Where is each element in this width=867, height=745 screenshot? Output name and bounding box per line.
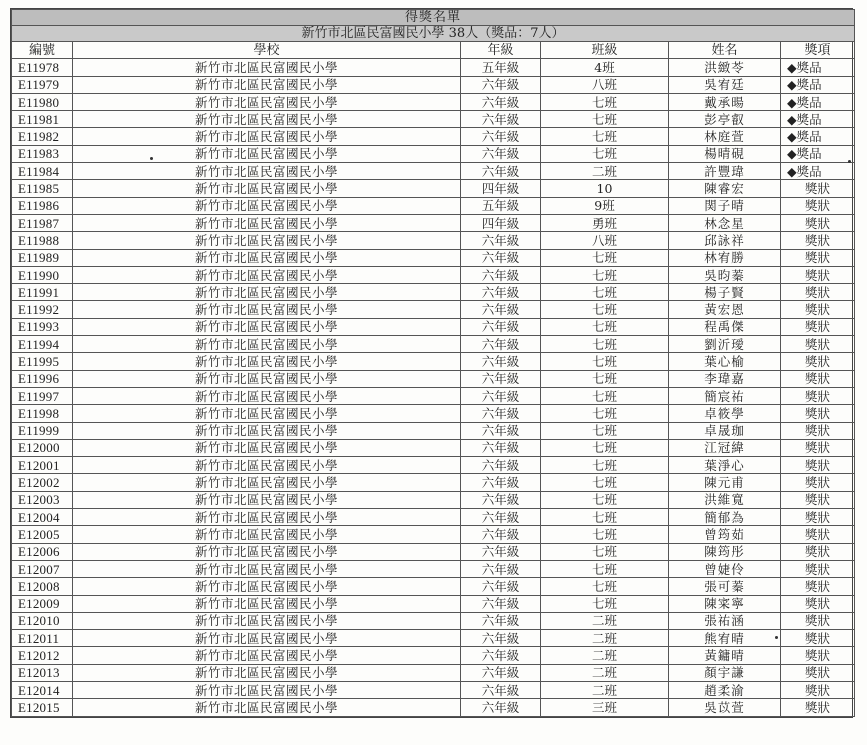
- table-row: [12, 474, 855, 491]
- cell-name: 簡郁為: [669, 509, 781, 526]
- cell-class: 七班: [541, 474, 669, 491]
- cell-id: E12000: [12, 439, 73, 456]
- cell-grade: 六年級: [461, 284, 541, 301]
- cell-prize: ◆獎品: [781, 93, 855, 110]
- cell-grade: 六年級: [461, 595, 541, 612]
- table-row: [12, 370, 855, 387]
- cell-prize: 獎狀: [781, 543, 855, 560]
- cell-prize: 獎狀: [781, 336, 855, 353]
- table-body: [12, 59, 855, 716]
- cell-class: 9班: [541, 197, 669, 214]
- cell-prize: 獎狀: [781, 353, 855, 370]
- cell-id: E12006: [12, 543, 73, 560]
- cell-prize: 獎狀: [781, 387, 855, 404]
- cell-school: 新竹市北區民富國民小學: [73, 145, 461, 162]
- cell-prize: 獎狀: [781, 249, 855, 266]
- cell-school: 新竹市北區民富國民小學: [73, 249, 461, 266]
- table-row: [12, 93, 855, 110]
- cell-class: 七班: [541, 249, 669, 266]
- column-header-prize: 獎項: [781, 42, 855, 59]
- cell-name: 関子晴: [669, 197, 781, 214]
- cell-id: E11986: [12, 197, 73, 214]
- cell-prize: ◆獎品: [781, 76, 855, 93]
- cell-id: E12009: [12, 595, 73, 612]
- cell-prize: 獎狀: [781, 232, 855, 249]
- cell-class: 勇班: [541, 214, 669, 231]
- table-row: [12, 249, 855, 266]
- scan-speck: [150, 157, 153, 160]
- cell-grade: 五年級: [461, 197, 541, 214]
- cell-school: 新竹市北區民富國民小學: [73, 560, 461, 577]
- cell-name: 曾筠茹: [669, 526, 781, 543]
- cell-class: 三班: [541, 699, 669, 716]
- cell-prize: 獎狀: [781, 370, 855, 387]
- cell-prize: 獎狀: [781, 630, 855, 647]
- cell-name: 洪維寬: [669, 491, 781, 508]
- table-row: [12, 595, 855, 612]
- subtitle-row: [12, 26, 855, 42]
- cell-id: E11994: [12, 336, 73, 353]
- cell-prize: 獎狀: [781, 699, 855, 716]
- cell-class: 八班: [541, 76, 669, 93]
- cell-class: 七班: [541, 578, 669, 595]
- cell-id: E11987: [12, 214, 73, 231]
- cell-id: E11985: [12, 180, 73, 197]
- table-row: [12, 284, 855, 301]
- cell-id: E11980: [12, 93, 73, 110]
- cell-grade: 六年級: [461, 405, 541, 422]
- table-row: [12, 439, 855, 456]
- table-row: [12, 111, 855, 128]
- cell-class: 七班: [541, 93, 669, 110]
- cell-name: 顏宇謙: [669, 664, 781, 681]
- table-row: [12, 647, 855, 664]
- cell-id: E11988: [12, 232, 73, 249]
- table-row: [12, 543, 855, 560]
- table-subtitle: 新竹市北區民富國民小學 38人（獎品：7人）: [12, 26, 855, 42]
- table-row: [12, 163, 855, 180]
- cell-class: 七班: [541, 491, 669, 508]
- cell-id: E11993: [12, 318, 73, 335]
- cell-school: 新竹市北區民富國民小學: [73, 681, 461, 698]
- cell-grade: 六年級: [461, 76, 541, 93]
- column-header-school: 學校: [73, 42, 461, 59]
- cell-name: 吳昀蓁: [669, 266, 781, 283]
- cell-school: 新竹市北區民富國民小學: [73, 439, 461, 456]
- cell-grade: 六年級: [461, 301, 541, 318]
- cell-class: 七班: [541, 387, 669, 404]
- award-table: [11, 9, 855, 717]
- cell-name: 楊晴硯: [669, 145, 781, 162]
- cell-class: 七班: [541, 145, 669, 162]
- cell-id: E12005: [12, 526, 73, 543]
- cell-prize: 獎狀: [781, 560, 855, 577]
- cell-grade: 六年級: [461, 699, 541, 716]
- cell-grade: 六年級: [461, 560, 541, 577]
- cell-id: E11989: [12, 249, 73, 266]
- table-row: [12, 405, 855, 422]
- cell-class: 七班: [541, 284, 669, 301]
- cell-id: E11991: [12, 284, 73, 301]
- cell-class: 七班: [541, 509, 669, 526]
- cell-id: E11990: [12, 266, 73, 283]
- table-row: [12, 681, 855, 698]
- cell-class: 七班: [541, 560, 669, 577]
- cell-school: 新竹市北區民富國民小學: [73, 59, 461, 76]
- table-row: [12, 509, 855, 526]
- table-row: [12, 422, 855, 439]
- title-row: [12, 10, 855, 26]
- cell-school: 新竹市北區民富國民小學: [73, 474, 461, 491]
- cell-school: 新竹市北區民富國民小學: [73, 284, 461, 301]
- column-header-name: 姓名: [669, 42, 781, 59]
- cell-prize: 獎狀: [781, 491, 855, 508]
- table-row: [12, 526, 855, 543]
- cell-name: 陳寀寧: [669, 595, 781, 612]
- scan-speck: [775, 636, 778, 639]
- cell-class: 二班: [541, 630, 669, 647]
- cell-school: 新竹市北區民富國民小學: [73, 509, 461, 526]
- cell-prize: 獎狀: [781, 301, 855, 318]
- cell-name: 林念星: [669, 214, 781, 231]
- cell-school: 新竹市北區民富國民小學: [73, 405, 461, 422]
- cell-name: 曾婕伶: [669, 560, 781, 577]
- cell-grade: 六年級: [461, 630, 541, 647]
- cell-prize: ◆獎品: [781, 111, 855, 128]
- cell-name: 熊宥晴: [669, 630, 781, 647]
- cell-id: E12008: [12, 578, 73, 595]
- cell-name: 趙柔渝: [669, 681, 781, 698]
- cell-prize: 獎狀: [781, 284, 855, 301]
- cell-grade: 六年級: [461, 111, 541, 128]
- cell-name: 楊子賢: [669, 284, 781, 301]
- cell-class: 七班: [541, 301, 669, 318]
- cell-name: 吳苡萱: [669, 699, 781, 716]
- cell-prize: 獎狀: [781, 318, 855, 335]
- cell-class: 七班: [541, 111, 669, 128]
- table-row: [12, 612, 855, 629]
- cell-school: 新竹市北區民富國民小學: [73, 370, 461, 387]
- cell-prize: 獎狀: [781, 197, 855, 214]
- cell-grade: 六年級: [461, 336, 541, 353]
- cell-grade: 六年級: [461, 647, 541, 664]
- table-row: [12, 301, 855, 318]
- cell-name: 黃鏞晴: [669, 647, 781, 664]
- cell-class: 二班: [541, 647, 669, 664]
- cell-id: E11984: [12, 163, 73, 180]
- cell-school: 新竹市北區民富國民小學: [73, 526, 461, 543]
- header-row: [12, 42, 855, 59]
- cell-school: 新竹市北區民富國民小學: [73, 699, 461, 716]
- cell-school: 新竹市北區民富國民小學: [73, 318, 461, 335]
- cell-name: 簡宸祐: [669, 387, 781, 404]
- cell-name: 葉淨心: [669, 457, 781, 474]
- table-title: 得獎名單: [12, 10, 855, 26]
- cell-name: 邱詠祥: [669, 232, 781, 249]
- cell-school: 新竹市北區民富國民小學: [73, 301, 461, 318]
- cell-class: 七班: [541, 457, 669, 474]
- cell-prize: 獎狀: [781, 612, 855, 629]
- cell-school: 新竹市北區民富國民小學: [73, 578, 461, 595]
- award-list-sheet: [10, 8, 853, 718]
- cell-name: 程禹傑: [669, 318, 781, 335]
- cell-prize: 獎狀: [781, 214, 855, 231]
- cell-grade: 六年級: [461, 543, 541, 560]
- cell-grade: 六年級: [461, 318, 541, 335]
- cell-grade: 四年級: [461, 180, 541, 197]
- cell-class: 七班: [541, 370, 669, 387]
- cell-name: 陳睿宏: [669, 180, 781, 197]
- cell-name: 林庭萱: [669, 128, 781, 145]
- table-row: [12, 59, 855, 76]
- table-row: [12, 491, 855, 508]
- cell-name: 卓晟珈: [669, 422, 781, 439]
- cell-id: E12003: [12, 491, 73, 508]
- table-row: [12, 578, 855, 595]
- cell-school: 新竹市北區民富國民小學: [73, 491, 461, 508]
- cell-name: 張祐涵: [669, 612, 781, 629]
- table-row: [12, 145, 855, 162]
- cell-grade: 五年級: [461, 59, 541, 76]
- cell-grade: 六年級: [461, 457, 541, 474]
- table-row: [12, 180, 855, 197]
- table-row: [12, 353, 855, 370]
- cell-class: 七班: [541, 266, 669, 283]
- table-row: [12, 76, 855, 93]
- cell-class: 4班: [541, 59, 669, 76]
- table-row: [12, 266, 855, 283]
- cell-prize: 獎狀: [781, 681, 855, 698]
- table-row: [12, 214, 855, 231]
- cell-prize: ◆獎品: [781, 128, 855, 145]
- cell-id: E11995: [12, 353, 73, 370]
- table-row: [12, 664, 855, 681]
- cell-school: 新竹市北區民富國民小學: [73, 76, 461, 93]
- cell-school: 新竹市北區民富國民小學: [73, 543, 461, 560]
- scan-speck: [848, 160, 851, 163]
- table-row: [12, 560, 855, 577]
- cell-name: 吳宥廷: [669, 76, 781, 93]
- cell-id: E11998: [12, 405, 73, 422]
- cell-id: E11999: [12, 422, 73, 439]
- cell-id: E12010: [12, 612, 73, 629]
- cell-prize: 獎狀: [781, 526, 855, 543]
- column-header-class: 班級: [541, 42, 669, 59]
- cell-grade: 六年級: [461, 145, 541, 162]
- cell-school: 新竹市北區民富國民小學: [73, 387, 461, 404]
- cell-class: 七班: [541, 353, 669, 370]
- cell-school: 新竹市北區民富國民小學: [73, 214, 461, 231]
- cell-prize: 獎狀: [781, 422, 855, 439]
- cell-name: 陳元甫: [669, 474, 781, 491]
- cell-id: E12014: [12, 681, 73, 698]
- cell-prize: 獎狀: [781, 180, 855, 197]
- table-row: [12, 336, 855, 353]
- table-row: [12, 699, 855, 716]
- column-header-grade: 年級: [461, 42, 541, 59]
- cell-school: 新竹市北區民富國民小學: [73, 93, 461, 110]
- cell-class: 七班: [541, 405, 669, 422]
- cell-class: 二班: [541, 163, 669, 180]
- cell-prize: 獎狀: [781, 578, 855, 595]
- cell-grade: 六年級: [461, 681, 541, 698]
- cell-school: 新竹市北區民富國民小學: [73, 266, 461, 283]
- cell-prize: 獎狀: [781, 405, 855, 422]
- table-row: [12, 197, 855, 214]
- cell-prize: 獎狀: [781, 509, 855, 526]
- cell-name: 黃宏恩: [669, 301, 781, 318]
- cell-name: 洪緻苓: [669, 59, 781, 76]
- cell-grade: 六年級: [461, 93, 541, 110]
- cell-grade: 六年級: [461, 353, 541, 370]
- cell-name: 卓筱學: [669, 405, 781, 422]
- cell-prize: 獎狀: [781, 439, 855, 456]
- cell-grade: 六年級: [461, 249, 541, 266]
- cell-name: 戴承暘: [669, 93, 781, 110]
- cell-class: 七班: [541, 595, 669, 612]
- cell-prize: 獎狀: [781, 474, 855, 491]
- cell-grade: 六年級: [461, 232, 541, 249]
- cell-grade: 六年級: [461, 370, 541, 387]
- cell-id: E11978: [12, 59, 73, 76]
- cell-id: E11982: [12, 128, 73, 145]
- cell-name: 許豐瑋: [669, 163, 781, 180]
- cell-id: E12015: [12, 699, 73, 716]
- cell-class: 七班: [541, 439, 669, 456]
- cell-class: 八班: [541, 232, 669, 249]
- cell-id: E11979: [12, 76, 73, 93]
- table-row: [12, 318, 855, 335]
- cell-school: 新竹市北區民富國民小學: [73, 457, 461, 474]
- cell-school: 新竹市北區民富國民小學: [73, 197, 461, 214]
- cell-grade: 六年級: [461, 509, 541, 526]
- cell-class: 七班: [541, 318, 669, 335]
- cell-school: 新竹市北區民富國民小學: [73, 595, 461, 612]
- cell-school: 新竹市北區民富國民小學: [73, 664, 461, 681]
- cell-class: 七班: [541, 422, 669, 439]
- cell-grade: 六年級: [461, 163, 541, 180]
- cell-grade: 六年級: [461, 491, 541, 508]
- cell-prize: ◆獎品: [781, 163, 855, 180]
- cell-name: 彭亭叡: [669, 111, 781, 128]
- cell-prize: 獎狀: [781, 647, 855, 664]
- cell-grade: 六年級: [461, 526, 541, 543]
- cell-name: 江冠緯: [669, 439, 781, 456]
- cell-prize: ◆獎品: [781, 145, 855, 162]
- cell-school: 新竹市北區民富國民小學: [73, 232, 461, 249]
- cell-school: 新竹市北區民富國民小學: [73, 111, 461, 128]
- cell-school: 新竹市北區民富國民小學: [73, 647, 461, 664]
- cell-school: 新竹市北區民富國民小學: [73, 128, 461, 145]
- cell-class: 10: [541, 180, 669, 197]
- cell-name: 葉心榆: [669, 353, 781, 370]
- cell-prize: 獎狀: [781, 595, 855, 612]
- cell-grade: 六年級: [461, 439, 541, 456]
- cell-name: 劉沂璦: [669, 336, 781, 353]
- cell-prize: 獎狀: [781, 266, 855, 283]
- cell-id: E12012: [12, 647, 73, 664]
- table-row: [12, 232, 855, 249]
- cell-school: 新竹市北區民富國民小學: [73, 180, 461, 197]
- cell-name: 林宥勝: [669, 249, 781, 266]
- cell-school: 新竹市北區民富國民小學: [73, 336, 461, 353]
- cell-grade: 六年級: [461, 612, 541, 629]
- cell-name: 陳筠彤: [669, 543, 781, 560]
- column-header-id: 編號: [12, 42, 73, 59]
- cell-id: E12013: [12, 664, 73, 681]
- cell-id: E11983: [12, 145, 73, 162]
- cell-grade: 六年級: [461, 387, 541, 404]
- cell-class: 七班: [541, 526, 669, 543]
- table-row: [12, 128, 855, 145]
- cell-class: 二班: [541, 612, 669, 629]
- cell-school: 新竹市北區民富國民小學: [73, 630, 461, 647]
- cell-id: E12007: [12, 560, 73, 577]
- cell-class: 二班: [541, 681, 669, 698]
- cell-school: 新竹市北區民富國民小學: [73, 422, 461, 439]
- cell-name: 張可蓁: [669, 578, 781, 595]
- cell-prize: 獎狀: [781, 664, 855, 681]
- cell-school: 新竹市北區民富國民小學: [73, 163, 461, 180]
- cell-grade: 六年級: [461, 128, 541, 145]
- cell-id: E11996: [12, 370, 73, 387]
- cell-id: E12004: [12, 509, 73, 526]
- cell-id: E11992: [12, 301, 73, 318]
- cell-id: E12011: [12, 630, 73, 647]
- cell-grade: 六年級: [461, 474, 541, 491]
- cell-school: 新竹市北區民富國民小學: [73, 353, 461, 370]
- cell-name: 李瑋嘉: [669, 370, 781, 387]
- cell-school: 新竹市北區民富國民小學: [73, 612, 461, 629]
- cell-class: 二班: [541, 664, 669, 681]
- table-row: [12, 630, 855, 647]
- cell-grade: 六年級: [461, 422, 541, 439]
- cell-prize: 獎狀: [781, 457, 855, 474]
- cell-id: E11997: [12, 387, 73, 404]
- cell-class: 七班: [541, 128, 669, 145]
- cell-class: 七班: [541, 543, 669, 560]
- cell-id: E12001: [12, 457, 73, 474]
- cell-class: 七班: [541, 336, 669, 353]
- cell-prize: ◆獎品: [781, 59, 855, 76]
- cell-grade: 四年級: [461, 214, 541, 231]
- cell-grade: 六年級: [461, 664, 541, 681]
- cell-id: E12002: [12, 474, 73, 491]
- cell-grade: 六年級: [461, 266, 541, 283]
- table-row: [12, 387, 855, 404]
- table-row: [12, 457, 855, 474]
- cell-grade: 六年級: [461, 578, 541, 595]
- cell-id: E11981: [12, 111, 73, 128]
